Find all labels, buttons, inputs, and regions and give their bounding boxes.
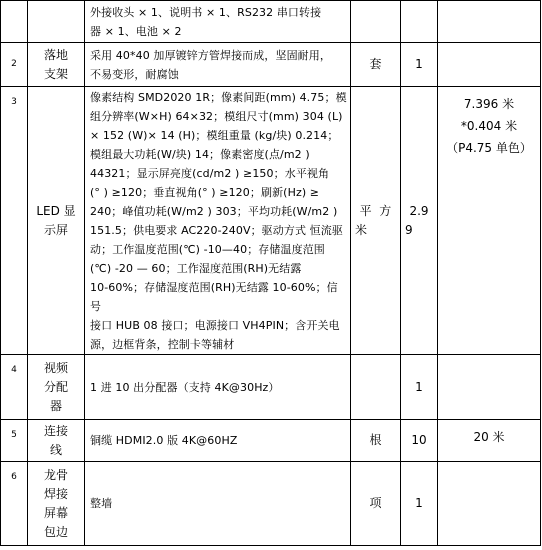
item-name-cell — [28, 43, 85, 87]
spec-line: 模组最大功耗(W/块) 14；像素密度(点/m2 ) — [90, 147, 310, 161]
item-name-cell — [28, 1, 85, 43]
item-name-cell — [28, 355, 85, 420]
item-name-line: 龙骨 — [43, 467, 68, 482]
qty-cell: 1 — [401, 355, 438, 420]
item-name-line: 焊接 — [43, 486, 68, 501]
qty-cell: 10 — [401, 420, 438, 462]
item-name-line: 落地 — [43, 47, 68, 62]
spec-line: 像素结构 SMD2020 1R；像素间距(mm) 4.75；模 — [90, 90, 347, 104]
spec-line: (℃) -20 — 60；工作湿度范围(RH)无结露 — [90, 261, 302, 275]
spec-line: 151.5；供电要求 AC220-240V；驱动方式 恒流驱 — [90, 223, 343, 237]
qty-cell — [401, 87, 438, 355]
table-row — [1, 462, 541, 546]
spec-cell — [85, 43, 351, 87]
unit-line: 平 方 — [359, 203, 392, 218]
item-name-line: 器 — [49, 398, 62, 413]
item-name-line: 示屏 — [43, 222, 68, 237]
spec-line: 接口 HUB 08 接口；电源接口 VH4PIN；含开关电 — [90, 318, 340, 332]
row-index-cell: 3 — [1, 87, 28, 355]
note-cell — [438, 87, 541, 355]
spec-line: 10-60%；存储湿度范围(RH)无结露 10-60%；信号 — [90, 280, 338, 313]
table-row — [1, 87, 541, 355]
spec-line: (° ) ≥120；垂直视角(° ) ≥120；刷新(Hz) ≥ — [90, 185, 320, 199]
item-name-line: 连接 — [43, 423, 68, 438]
item-name-line: 视频 — [43, 360, 68, 375]
spec-cell — [85, 87, 351, 355]
note-cell: 20 米 — [438, 420, 541, 462]
unit-cell: 套 — [351, 43, 401, 87]
spec-line: 44321；显示屏亮度(cd/m2 ) ≥150；水平视角 — [90, 166, 330, 180]
row-index-cell — [1, 1, 28, 43]
note-cell — [438, 355, 541, 420]
unit-cell — [351, 87, 401, 355]
item-name-line: 分配 — [43, 379, 68, 394]
qty-line: 2.9 — [409, 203, 429, 218]
row-index-cell: 4 — [1, 355, 28, 420]
item-name-cell — [28, 462, 85, 546]
table-row — [1, 43, 541, 87]
spec-cell: 铜缆 HDMI2.0 版 4K@60HZ — [85, 420, 351, 462]
row-index-cell: 5 — [1, 420, 28, 462]
spec-line: 动；工作温度范围(℃) -10—40；存储温度范围 — [90, 242, 325, 256]
item-name-cell — [28, 420, 85, 462]
item-name-line: 包边 — [43, 524, 68, 539]
spec-line: 采用 40*40 加厚镀锌方管焊接而成，坚固耐用， — [90, 48, 331, 62]
spec-line: 组分辨率(W×H) 64×32；模组尺寸(mm) 304 (L) — [90, 109, 343, 123]
qty-cell: 1 — [401, 43, 438, 87]
qty-line: 9 — [405, 222, 413, 237]
note-cell — [438, 43, 541, 87]
unit-cell: 项 — [351, 462, 401, 546]
spec-line: × 152 (W)× 14 (H)；模组重量 (kg/块) 0.214； — [90, 128, 339, 142]
spec-line: 器 × 1、电池 × 2 — [90, 24, 182, 38]
table-row — [1, 1, 541, 43]
spec-cell: 整墙 — [85, 462, 351, 546]
item-name-line: 支架 — [43, 66, 68, 81]
unit-line: 米 — [355, 222, 368, 237]
table-row — [1, 420, 541, 462]
spec-line: 不易变形，耐腐蚀 — [90, 67, 179, 81]
spec-line: 源，边框背条，控制卡等辅材 — [90, 337, 235, 351]
note-cell — [438, 1, 541, 43]
spec-line: 外接收头 × 1、说明书 × 1、RS232 串口转接 — [90, 5, 322, 19]
qty-cell: 1 — [401, 462, 438, 546]
row-index-cell: 2 — [1, 43, 28, 87]
row-index-cell: 6 — [1, 462, 28, 546]
note-line: *0.404 米 — [460, 119, 518, 133]
item-name-line: 线 — [49, 442, 62, 457]
unit-cell — [351, 355, 401, 420]
spec-cell: 1 进 10 出分配器（支持 4K@30Hz） — [85, 355, 351, 420]
unit-cell — [351, 1, 401, 43]
unit-cell: 根 — [351, 420, 401, 462]
item-name-line: 屏幕 — [43, 505, 68, 520]
qty-cell — [401, 1, 438, 43]
item-name-line: LED 显 — [36, 203, 76, 218]
note-line: （P4.75 单色） — [446, 141, 532, 155]
item-name-cell — [28, 87, 85, 355]
spec-line: 240；峰值功耗(W/m2 ) 303；平均功耗(W/m2 ) — [90, 204, 338, 218]
note-line: 7.396 米 — [463, 97, 515, 111]
note-cell — [438, 462, 541, 546]
spec-cell — [85, 1, 351, 43]
table-row — [1, 355, 541, 420]
